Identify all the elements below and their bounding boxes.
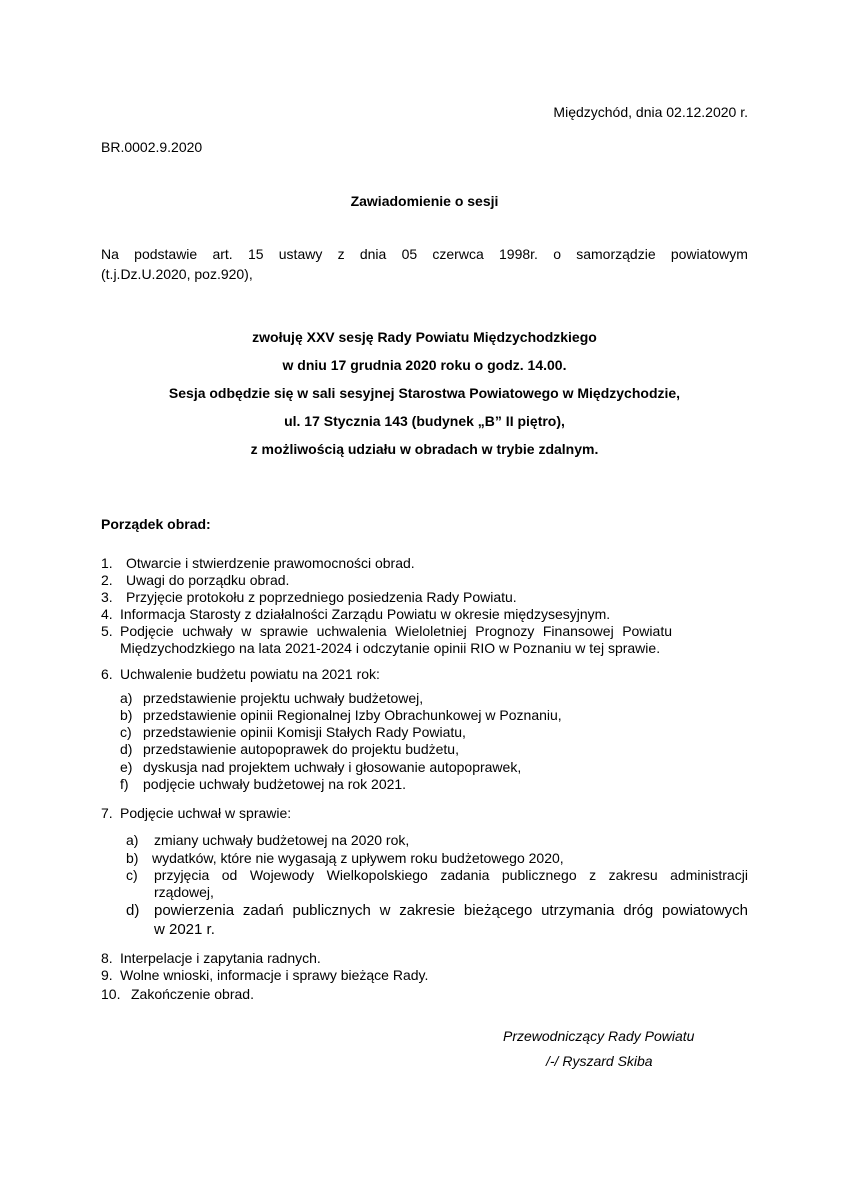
agenda-item-text-line-1 xyxy=(120,623,672,640)
legal-basis-line-2: (t.j.Dz.U.2020, poz.920), xyxy=(101,266,253,282)
subitem-letter: d) xyxy=(120,741,133,757)
subitem-text-line-2: w 2021 r. xyxy=(154,921,215,938)
word: administracji xyxy=(670,867,748,883)
agenda-heading: Porządek obrad: xyxy=(101,516,211,532)
word: w xyxy=(379,902,391,919)
agenda-item-number: 10. xyxy=(101,986,121,1002)
word: bieżącego xyxy=(463,902,533,919)
subitem-text-line-1 xyxy=(154,867,748,884)
word: o xyxy=(553,246,561,262)
agenda-item-number: 3. xyxy=(101,589,113,605)
word: utrzymania xyxy=(541,902,615,919)
word: z xyxy=(589,867,597,883)
subitem-letter: b) xyxy=(126,850,139,866)
agenda-item-text: Zakończenie obrad. xyxy=(131,986,254,1002)
word: Finansowej xyxy=(542,623,614,639)
subitem-text: dyskusja nad projektem uchwały i głosowanie autopoprawek, xyxy=(143,759,522,775)
subitem-letter: d) xyxy=(126,902,140,919)
subitem-letter: c) xyxy=(126,867,138,883)
subitem-letter: e) xyxy=(120,759,133,775)
word: Wielkopolskiego xyxy=(326,867,428,883)
subitem-text: zmiany uchwały budżetowej na 2020 rok, xyxy=(154,832,410,848)
convocation-line: Sesja odbędzie się w sali sesyjnej Starostwa Powiatowego w Międzychodzie, xyxy=(168,385,681,401)
word: Na xyxy=(101,246,119,262)
agenda-item-number: 1. xyxy=(101,555,113,571)
word: 05 xyxy=(401,246,418,262)
word: Prognozy xyxy=(475,623,535,639)
word: dróg xyxy=(623,902,654,919)
subitem-text-line-1 xyxy=(154,901,748,920)
subitem-text: przedstawienie projektu uchwały budżetowej, xyxy=(143,690,424,706)
subitem-letter: a) xyxy=(120,690,133,706)
word: przyjęcia xyxy=(154,867,210,883)
convocation-line: z możliwością udziału w obradach w trybie zdalnym. xyxy=(250,441,599,457)
document-title: Zawiadomienie o sesji xyxy=(350,193,499,209)
subitem-text: przedstawienie opinii Regionalnej Izby Obrachunkowej w Poznaniu, xyxy=(143,707,562,723)
legal-basis-line-1 xyxy=(101,244,748,264)
convocation-line: ul. 17 Stycznia 143 (budynek „B” II piętro), xyxy=(284,413,565,429)
agenda-item-number: 5. xyxy=(101,623,113,639)
word: uchwały xyxy=(182,623,233,639)
word: powierzenia xyxy=(154,902,235,919)
agenda-item-text: Otwarcie i stwierdzenie prawomocności obrad. xyxy=(126,555,415,571)
word: powiatowym xyxy=(670,246,748,262)
agenda-item-text: Podjęcie uchwał w sprawie: xyxy=(120,805,292,821)
place-date: Międzychód, dnia 02.12.2020 r. xyxy=(553,104,748,120)
word: samorządzie xyxy=(576,246,656,262)
agenda-subitem xyxy=(0,901,849,937)
subitem-text: wydatków, które nie wygasają z upływem roku budżetowego 2020, xyxy=(152,850,564,866)
agenda-item-number: 7. xyxy=(101,805,113,821)
word: zakresu xyxy=(608,867,658,883)
word: zadań xyxy=(242,902,284,919)
convocation-line: w dniu 17 grudnia 2020 roku o godz. 14.00. xyxy=(282,357,567,373)
agenda-item-text: Informacja Starosty z działalności Zarządu Powiatu w okresie międzysesyjnym. xyxy=(120,606,611,622)
agenda-item-number: 4. xyxy=(101,606,113,622)
word: czerwca xyxy=(432,246,484,262)
word: Wojewody xyxy=(249,867,315,883)
subitem-letter: f) xyxy=(120,776,129,792)
reference-number: BR.0002.9.2020 xyxy=(101,139,203,155)
subitem-text: przedstawienie opinii Komisji Stałych Rady Powiatu, xyxy=(143,724,466,740)
word: dnia xyxy=(359,246,387,262)
convocation-line: zwołuję XXV sesję Rady Powiatu Międzychodzkiego xyxy=(252,329,597,345)
word: od xyxy=(221,867,238,883)
subitem-text: podjęcie uchwały budżetowej na rok 2021. xyxy=(143,776,407,792)
agenda-item-text: Uwagi do porządku obrad. xyxy=(126,572,290,588)
agenda-subitem xyxy=(0,867,849,901)
word: sprawie xyxy=(259,623,309,639)
subitem-letter: c) xyxy=(120,724,132,740)
word: uchwalenia xyxy=(316,623,387,639)
word: 1998r. xyxy=(499,246,538,262)
agenda-item-text: Przyjęcie protokołu z poprzedniego posiedzenia Rady Powiatu. xyxy=(126,589,517,605)
subitem-text-line-2: rządowej, xyxy=(154,884,214,900)
word: z xyxy=(337,246,345,262)
agenda-item-text: Uchwalenie budżetu powiatu na 2021 rok: xyxy=(120,666,380,682)
word: Powiatu xyxy=(622,623,672,639)
word: ustawy xyxy=(278,246,323,262)
word: podstawie xyxy=(134,246,198,262)
subitem-text: przedstawienie autopoprawek do projektu budżetu, xyxy=(143,741,459,757)
word: art. xyxy=(212,246,233,262)
agenda-item-text: Interpelacje i zapytania radnych. xyxy=(120,950,321,966)
agenda-item-text: Wolne wnioski, informacje i sprawy bieżące Rady. xyxy=(120,967,429,983)
word: 15 xyxy=(247,246,264,262)
agenda-item-number: 8. xyxy=(101,950,113,966)
word: publicznych xyxy=(292,902,371,919)
agenda-item-number: 6. xyxy=(101,666,113,682)
legal-basis-paragraph xyxy=(101,244,748,284)
agenda-item-number: 9. xyxy=(101,967,113,983)
word: publicznego xyxy=(501,867,577,883)
subitem-letter: a) xyxy=(126,832,139,848)
word: w xyxy=(241,623,252,639)
word: zakresie xyxy=(399,902,456,919)
word: Wieloletniej xyxy=(395,623,467,639)
signature-title: Przewodniczący Rady Powiatu xyxy=(503,1028,695,1044)
word: Podjęcie xyxy=(120,623,174,639)
word: powiatowych xyxy=(662,902,748,919)
agenda-item-text-line-2: Międzychodzkiego na lata 2021-2024 i odczytanie opinii RIO w Poznaniu w tej sprawie. xyxy=(120,640,661,656)
subitem-letter: b) xyxy=(120,707,133,723)
word: zadania xyxy=(440,867,490,883)
signature-name: /-/ Ryszard Skiba xyxy=(546,1053,653,1069)
agenda-item xyxy=(0,623,849,657)
session-convocation xyxy=(60,323,789,463)
agenda-item-number: 2. xyxy=(101,572,113,588)
